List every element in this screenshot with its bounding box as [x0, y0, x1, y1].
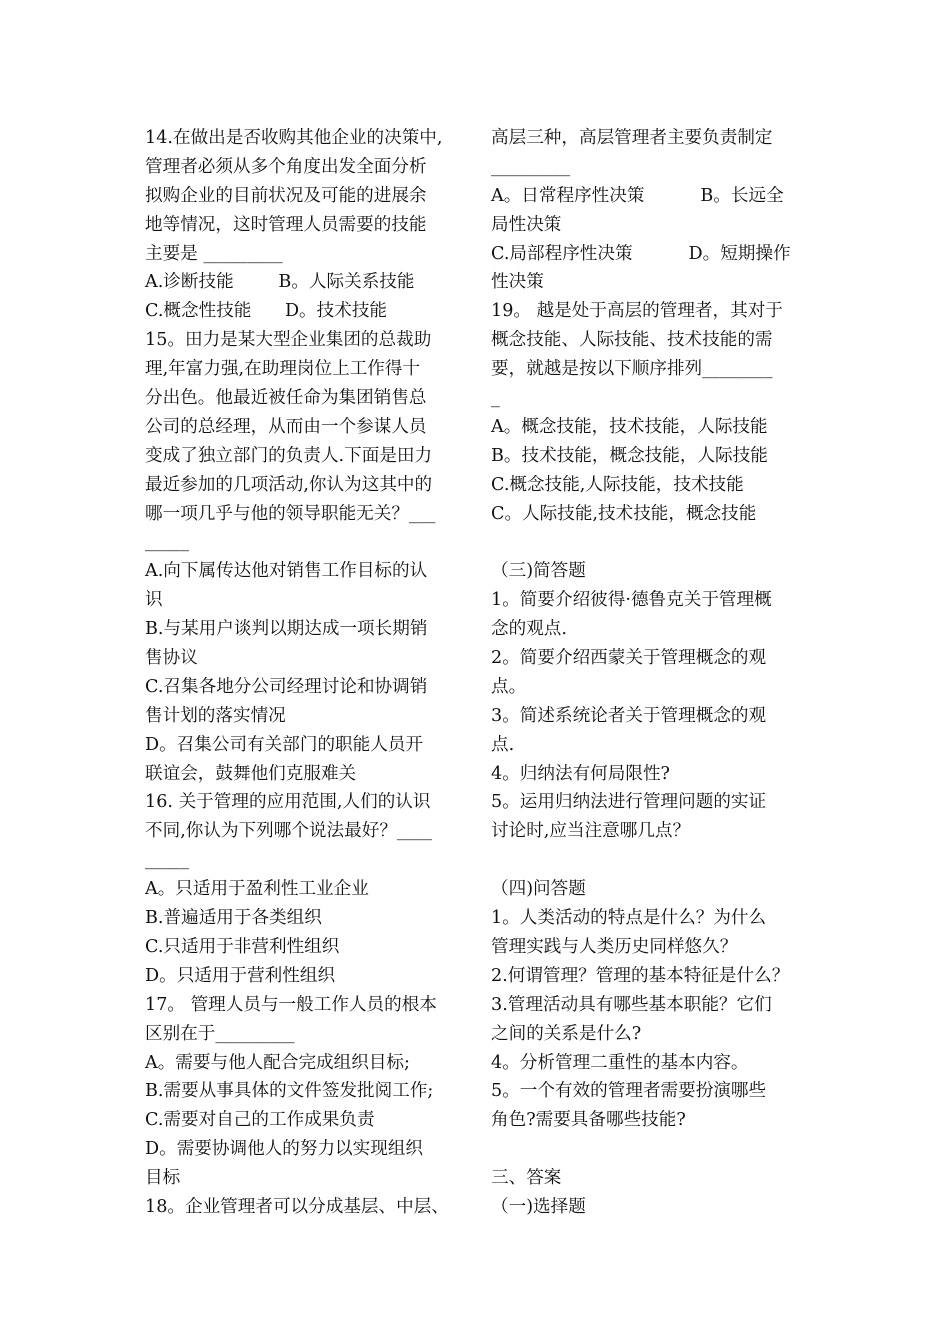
question-14-line: 主要是 _________ [145, 243, 283, 264]
essay-question-item: 之间的关系是什么? [491, 1023, 642, 1044]
spacer [491, 528, 809, 557]
question-19-option: C.概念技能,人际技能，技术技能 [491, 474, 744, 495]
question-17-option: B.需要从事具体的文件签发批阅工作; [145, 1081, 434, 1102]
question-19-option: C。人际技能,技术技能，概念技能 [491, 503, 757, 524]
question-19-line: 要，就越是按以下顺序排列________ [491, 359, 773, 380]
short-answer-item: 4。归纳法有何局限性? [491, 763, 670, 784]
question-15-option: 售协议 [145, 648, 198, 669]
question-18-blank: _________ [491, 156, 571, 177]
right-column [491, 124, 809, 1222]
question-15-line: 理,年富力强,在助理岗位上工作得十 [145, 359, 421, 380]
short-answer-item: 2。简要介绍西蒙关于管理概念的观 [491, 648, 767, 669]
question-14-options: C.概念性技能 D。技术技能 [145, 301, 388, 322]
question-15-line: 变成了独立部门的负责人.下面是田力 [145, 445, 433, 466]
short-answer-item: 点。 [491, 676, 527, 697]
question-15-blank: _____ [145, 532, 189, 553]
question-17-option: A。需要与他人配合完成组织目标; [145, 1052, 410, 1073]
short-answer-item: 3。简述系统论者关于管理概念的观 [491, 705, 767, 726]
question-17-line: 17。 管理人员与一般工作人员的根本 [145, 994, 437, 1015]
question-16-option: A。只适用于盈利性工业企业 [145, 879, 369, 900]
section-heading-essay: （四)问答题 [491, 879, 586, 900]
question-15-line: 最近参加的几项活动,你认为这其中的 [145, 474, 433, 495]
question-16-line: 16. 关于管理的应用范围,人们的认识 [145, 792, 431, 813]
spacer [491, 846, 809, 875]
question-19-option: B。技术技能，概念技能，人际技能 [491, 445, 768, 466]
question-19-blank: _ [491, 388, 500, 409]
question-16-line: 不同,你认为下列哪个说法最好？____ [145, 821, 433, 842]
question-14-options: A.诊断技能 B。人际关系技能 [145, 272, 415, 293]
question-15-line: 哪一项几乎与他的领导职能无关？___ [145, 503, 436, 524]
essay-question-item: 角色?需要具备哪些技能? [491, 1110, 686, 1131]
short-answer-item: 点. [491, 734, 515, 755]
question-14-line: 地等情况，这时管理人员需要的技能 [145, 214, 427, 235]
short-answer-item: 5。运用归纳法进行管理问题的实证 [491, 792, 767, 813]
question-14-line: 管理者必须从多个角度出发全面分析 [145, 156, 427, 177]
short-answer-item: 讨论时,应当注意哪几点？ [491, 821, 691, 842]
section-heading-answers: 三、答案 [491, 1168, 562, 1189]
short-answer-item: 念的观点. [491, 619, 567, 640]
question-17-option: 目标 [145, 1168, 181, 1189]
question-16-option: C.只适用于非营利性组织 [145, 936, 340, 957]
section-heading-choice: （一)选择题 [491, 1196, 586, 1217]
question-17-option: D。需要协调他人的努力以实现组织 [145, 1139, 424, 1160]
question-15-option: C.召集各地分公司经理讨论和协调销 [145, 676, 428, 697]
spacer [491, 1135, 809, 1164]
essay-question-item: 5。一个有效的管理者需要扮演哪些 [491, 1081, 767, 1102]
left-column [145, 124, 463, 1222]
question-18-line: 高层三种，高层管理者主要负责制定 [491, 128, 773, 148]
question-15-option: A.向下属传达他对销售工作目标的认 [145, 561, 428, 582]
essay-question-item: 3.管理活动具有哪些基本职能？它们 [491, 994, 772, 1015]
question-14-line: 14.在做出是否收购其他企业的决策中, [145, 128, 443, 148]
question-18-options: 局性决策 [491, 214, 562, 235]
question-18-options: C.局部程序性决策 D。短期操作 [491, 243, 791, 264]
question-15-option: 识 [145, 590, 163, 611]
essay-question-item: 4。分析管理二重性的基本内容。 [491, 1052, 749, 1073]
essay-question-item: 2.何谓管理？管理的基本特征是什么？ [491, 965, 790, 986]
section-heading-short-answer: （三)简答题 [491, 561, 586, 582]
question-15-line: 公司的总经理，从而由一个参谋人员 [145, 416, 427, 437]
question-18-options: A。日常程序性决策 B。长远全 [491, 185, 784, 206]
question-15-option: 联谊会，鼓舞他们克服难关 [145, 763, 357, 784]
question-15-line: 分出色。他最近被任命为集团销售总 [145, 388, 427, 409]
essay-question-item: 1。人类活动的特点是什么？为什么 [491, 908, 767, 929]
essay-question-item: 管理实践与人类历史同样悠久？ [491, 936, 738, 957]
short-answer-item: 1。简要介绍彼得·德鲁克关于管理概 [491, 590, 772, 611]
question-14-line: 拟购企业的目前状况及可能的进展余 [145, 185, 427, 206]
question-19-line: 概念技能、人际技能、技术技能的需 [491, 330, 773, 351]
question-19-option: A。概念技能，技术技能，人际技能 [491, 416, 768, 437]
question-17-option: C.需要对自己的工作成果负责 [145, 1110, 375, 1131]
question-16-blank: _____ [145, 850, 189, 871]
question-17-line: 区别在于_________ [145, 1023, 295, 1044]
question-15-option: 售计划的落实情况 [145, 705, 286, 726]
question-18-line: 18。企业管理者可以分成基层、中层、 [145, 1196, 449, 1217]
question-18-options: 性决策 [491, 272, 544, 293]
question-15-option: B.与某用户谈判以期达成一项长期销 [145, 619, 428, 640]
question-15-line: 15。田力是某大型企业集团的总裁助 [145, 330, 432, 351]
question-15-option: D。召集公司有关部门的职能人员开 [145, 734, 424, 755]
question-16-option: B.普遍适用于各类组织 [145, 908, 322, 929]
question-16-option: D。只适用于营利性组织 [145, 965, 336, 986]
question-19-line: 19。 越是处于高层的管理者，其对于 [491, 301, 783, 322]
